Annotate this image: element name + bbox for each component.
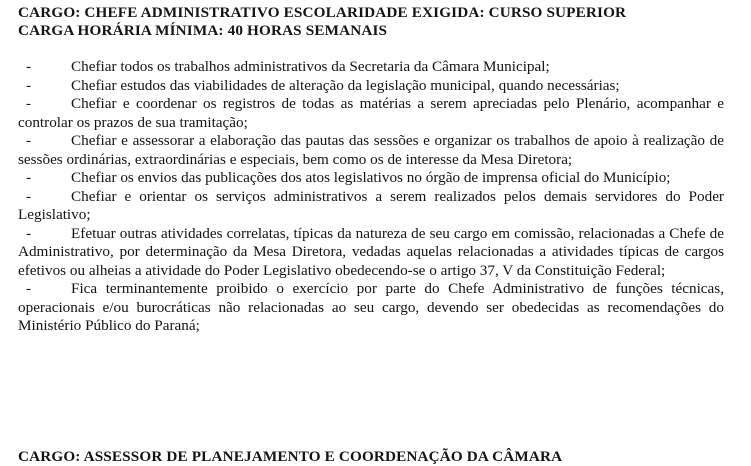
next-section-heading: CARGO: ASSESSOR DE PLANEJAMENTO E COORDENAÇÃO DA CÂMARA xyxy=(18,448,563,465)
duty-text: Efetuar outras atividades correlatas, típicas da natureza de seu cargo em comissão, relacionadas a Chefe de Administrativo, por determinação da Mesa Diretora, vedadas aquelas relacionadas a atividades típicas de cargos efetivos ou alheias a atividade do Poder Legislativo obedecendo-se o artigo 37, V da Constituição Federal; xyxy=(18,224,724,279)
duty-text: Chefiar e assessorar a elaboração das pautas das sessões e organizar os trabalhos de apoio à realização de sessões ordinárias, extraordinárias e especiais, bem como os de interesse da Mesa Diretora; xyxy=(18,132,724,168)
bullet-dash: - xyxy=(26,58,32,75)
duty-text: Chefiar e coordenar os registros de todas as matérias a serem apreciadas pelo Plenário, acompanhar e controlar os prazos de sua tramitação; xyxy=(18,95,724,131)
duty-text: Chefiar estudos das viabilidades de alteração da legislação municipal, quando necessárias; xyxy=(71,76,620,94)
section-heading xyxy=(18,4,724,40)
duty-item xyxy=(18,132,724,169)
duty-item xyxy=(18,280,724,336)
duty-item xyxy=(18,77,724,96)
duty-text: Chefiar os envios das publicações dos atos legislativos no órgão de imprensa oficial do Município; xyxy=(71,169,671,186)
duty-text: Chefiar e orientar os serviços administrativos a serem realizados pelos demais servidores do Poder Legislativo; xyxy=(18,187,724,223)
bullet-dash: - xyxy=(26,132,32,149)
bullet-dash: - xyxy=(26,280,32,297)
document-page xyxy=(18,4,724,336)
bullet-dash: - xyxy=(26,76,32,94)
bullet-dash: - xyxy=(26,169,32,186)
duty-item xyxy=(18,188,724,225)
bullet-dash: - xyxy=(26,224,32,242)
heading-line-carga-horaria: CARGA HORÁRIA MÍNIMA: 40 HORAS SEMANAIS xyxy=(18,22,388,39)
heading-line-cargo: CARGO: CHEFE ADMINISTRATIVO ESCOLARIDADE EXIGIDA: CURSO SUPERIOR xyxy=(18,4,627,21)
duty-item xyxy=(18,95,724,132)
bullet-dash: - xyxy=(26,187,32,205)
duty-item xyxy=(18,169,724,188)
duty-text: Chefiar todos os trabalhos administrativos da Secretaria da Câmara Municipal; xyxy=(71,58,550,75)
bullet-dash: - xyxy=(26,95,32,112)
duty-item xyxy=(18,58,724,77)
duties-list xyxy=(18,58,724,336)
duty-text: Fica terminantemente proibido o exercício por parte do Chefe Administrativo de funções técnicas, operacionais e/ou burocráticas não relacionadas ao seu cargo, devendo ser obedecidas as recomendações do Ministério Público do Paraná; xyxy=(18,280,724,334)
duty-item xyxy=(18,225,724,281)
